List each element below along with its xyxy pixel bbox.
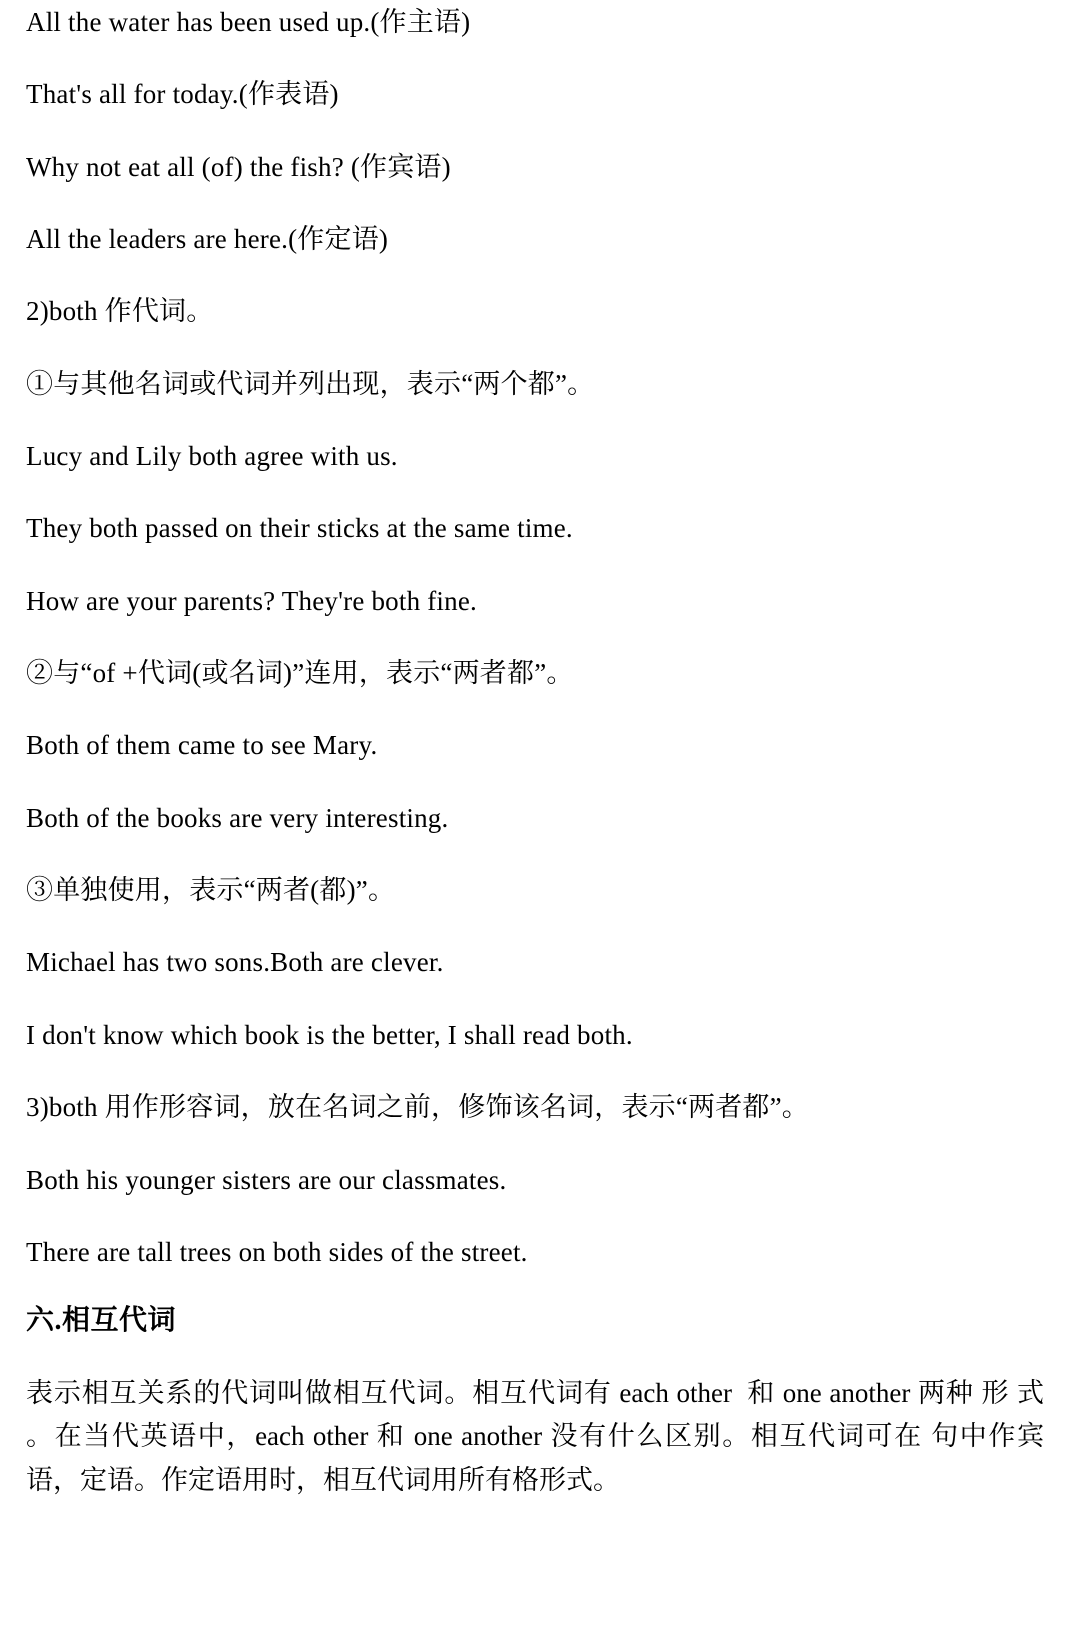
text-line: How are your parents? They're both fine. — [26, 585, 477, 616]
text-line: Both his younger sisters are our classmates. — [26, 1164, 507, 1195]
text-line: 3)both 用作形容词，放在名词之前，修饰该名词，表示“两者都”。 — [26, 1092, 810, 1123]
text-line: Both of the books are very interesting. — [26, 802, 449, 833]
text-line: Lucy and Lily both agree with us. — [26, 441, 398, 472]
text-line: ②与“of +代词(或名词)”连用，表示“两者都”。 — [26, 658, 574, 689]
text-line: I don't know which book is the better, I shall read both. — [26, 1019, 633, 1050]
text-line: All the water has been used up.(作主语) — [26, 7, 471, 37]
text-line: ①与其他名词或代词并列出现，表示“两个都”。 — [26, 368, 595, 399]
text-line: ③单独使用，表示“两者(都)”。 — [26, 875, 396, 906]
section-heading: 六.相互代词 — [26, 1305, 177, 1337]
text-line: There are tall trees on both sides of the street. — [26, 1236, 528, 1267]
text-line: 2)both 作代词。 — [26, 296, 214, 327]
text-line: All the leaders are here.(作定语) — [26, 224, 389, 255]
text-line: Michael has two sons.Both are clever. — [26, 947, 444, 978]
text-line: They both passed on their sticks at the same time. — [26, 513, 573, 544]
text-line: Why not eat all (of) the fish? (作宾语) — [26, 151, 451, 182]
text-line: Both of them came to see Mary. — [26, 730, 378, 761]
section-paragraph: 表示相互关系的代词叫做相互代词。相互代词有 each other 和 one another 两种 形 式 。在当代英语中，each other 和 one another 没有什么区别。相互代词可在 句中作宾语，定语。作定语用时，相互代词用所有格形式。 — [26, 1377, 1051, 1496]
text-line: That's all for today.(作表语) — [26, 79, 339, 110]
